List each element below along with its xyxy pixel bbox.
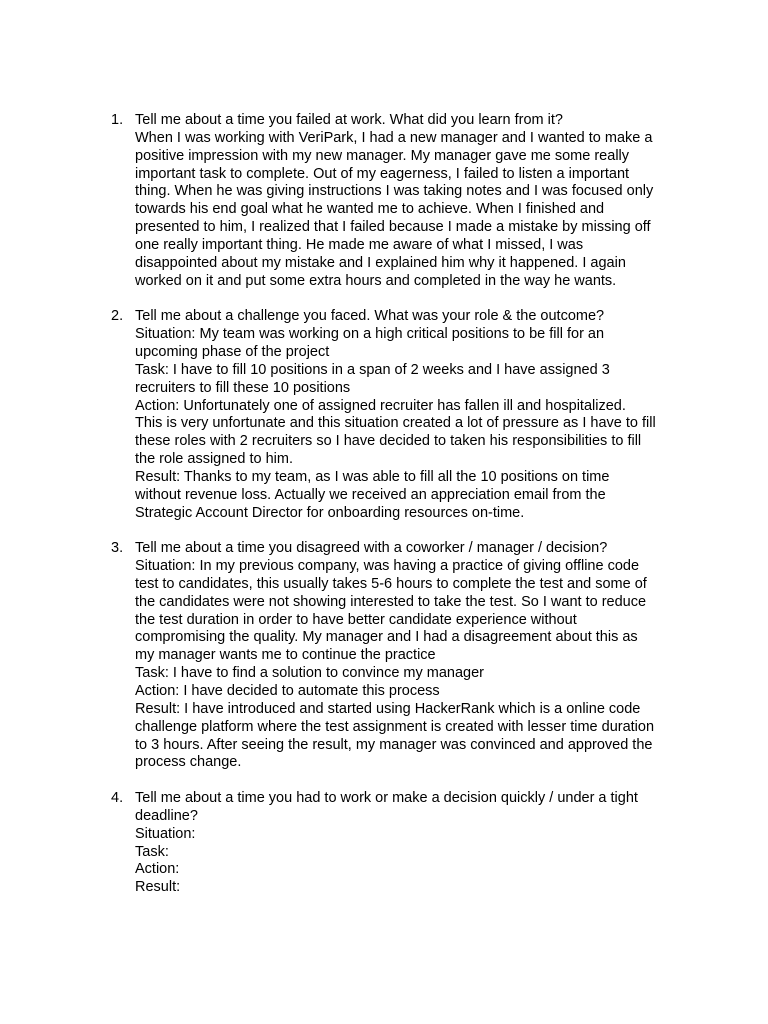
answer-line: the test duration in order to have better candidate experience without [135, 611, 577, 628]
answer-line: test to candidates, this usually takes 5-6 hours to complete the test and some of [135, 575, 647, 592]
answer-line: the candidates were not showing interested to take the test. So I want to reduce [135, 593, 647, 610]
answer-line: Action: Unfortunately one of assigned recruiter has fallen ill and hospitalized. [135, 397, 626, 414]
answer-line: positive impression with my new manager. My manager gave me some really [135, 147, 630, 164]
answer-line: presented to him, I realized that I failed because I made a mistake by missing off [135, 219, 651, 236]
answer-line: without revenue loss. Actually we received an appreciation email from the [135, 486, 606, 503]
answer-line: to 3 hours. After seeing the result, my manager was convinced and approved the [135, 736, 653, 753]
answer-line: disappointed about my mistake and I explained him why it happened. I again [135, 254, 626, 271]
answer-line: Strategic Account Director for onboarding resources on-time. [135, 504, 525, 521]
answer-line: the role assigned to him. [135, 451, 293, 468]
list-item [111, 540, 681, 772]
answer-line: recruiters to fill these 10 positions [135, 379, 351, 396]
answer-line: compromising the quality. My manager and I had a disagreement about this as [135, 629, 638, 646]
question-text: Tell me about a challenge you faced. What was your role & the outcome? [135, 308, 605, 325]
question-text: Tell me about a time you had to work or make a decision quickly / under a tight [135, 790, 638, 807]
answer-line: Task: I have to find a solution to convince my manager [135, 665, 484, 682]
answer-line: Result: I have introduced and started using HackerRank which is a online code [135, 700, 641, 717]
item-number: 1. [111, 112, 124, 128]
list-item [111, 112, 681, 290]
answer-line: towards his end goal what he wanted me to achieve. When I finished and [135, 201, 605, 218]
list-item [111, 308, 681, 522]
answer-line: Result: Thanks to my team, as I was able to fill all the 10 positions on time [135, 468, 610, 485]
item-number: 3. [111, 540, 124, 557]
answer-line: Situation: In my previous company, was having a practice of giving offline code [135, 558, 640, 575]
answer-line: When I was working with VeriPark, I had a new manager and I wanted to make a [135, 129, 653, 146]
answer-line: important task to complete. Out of my eagerness, I failed to listen a important [135, 165, 630, 182]
answer-line: challenge platform where the test assignment is created with lesser time duration [135, 718, 655, 735]
answer-line: process change. [135, 754, 242, 771]
answer-line: Result: [135, 879, 181, 896]
answer-line: upcoming phase of the project [135, 343, 330, 360]
answer-line: worked on it and put some extra hours and completed in the way he wants. [135, 272, 617, 289]
list-item [111, 790, 681, 897]
question-text: Tell me about a time you disagreed with a coworker / manager / decision? [135, 540, 608, 557]
question-text: Tell me about a time you failed at work. What did you learn from it? [135, 112, 563, 128]
answer-line: one really important thing. He made me aware of what I missed, I was [135, 236, 584, 253]
answer-line: Action: [135, 861, 180, 878]
answer-line: my manager wants me to continue the practice [135, 647, 436, 664]
answer-line: Situation: My team was working on a high critical positions to be fill for an [135, 326, 605, 343]
item-number: 2. [111, 308, 124, 325]
answer-line: Task: [135, 843, 169, 860]
answer-line: This is very unfortunate and this situation created a lot of pressure as I have to fill [135, 415, 656, 432]
answer-line: these roles with 2 recruiters so I have decided to taken his responsibilities to fill [135, 433, 642, 450]
question-list [111, 112, 681, 915]
answer-line: thing. When he was giving instructions I was taking notes and I was focused only [135, 183, 654, 200]
item-number: 4. [111, 790, 124, 807]
answer-line: deadline? [135, 807, 198, 824]
answer-line: Task: I have to fill 10 positions in a span of 2 weeks and I have assigned 3 [135, 361, 610, 378]
answer-line: Situation: [135, 825, 196, 842]
answer-line: Action: I have decided to automate this process [135, 683, 440, 699]
